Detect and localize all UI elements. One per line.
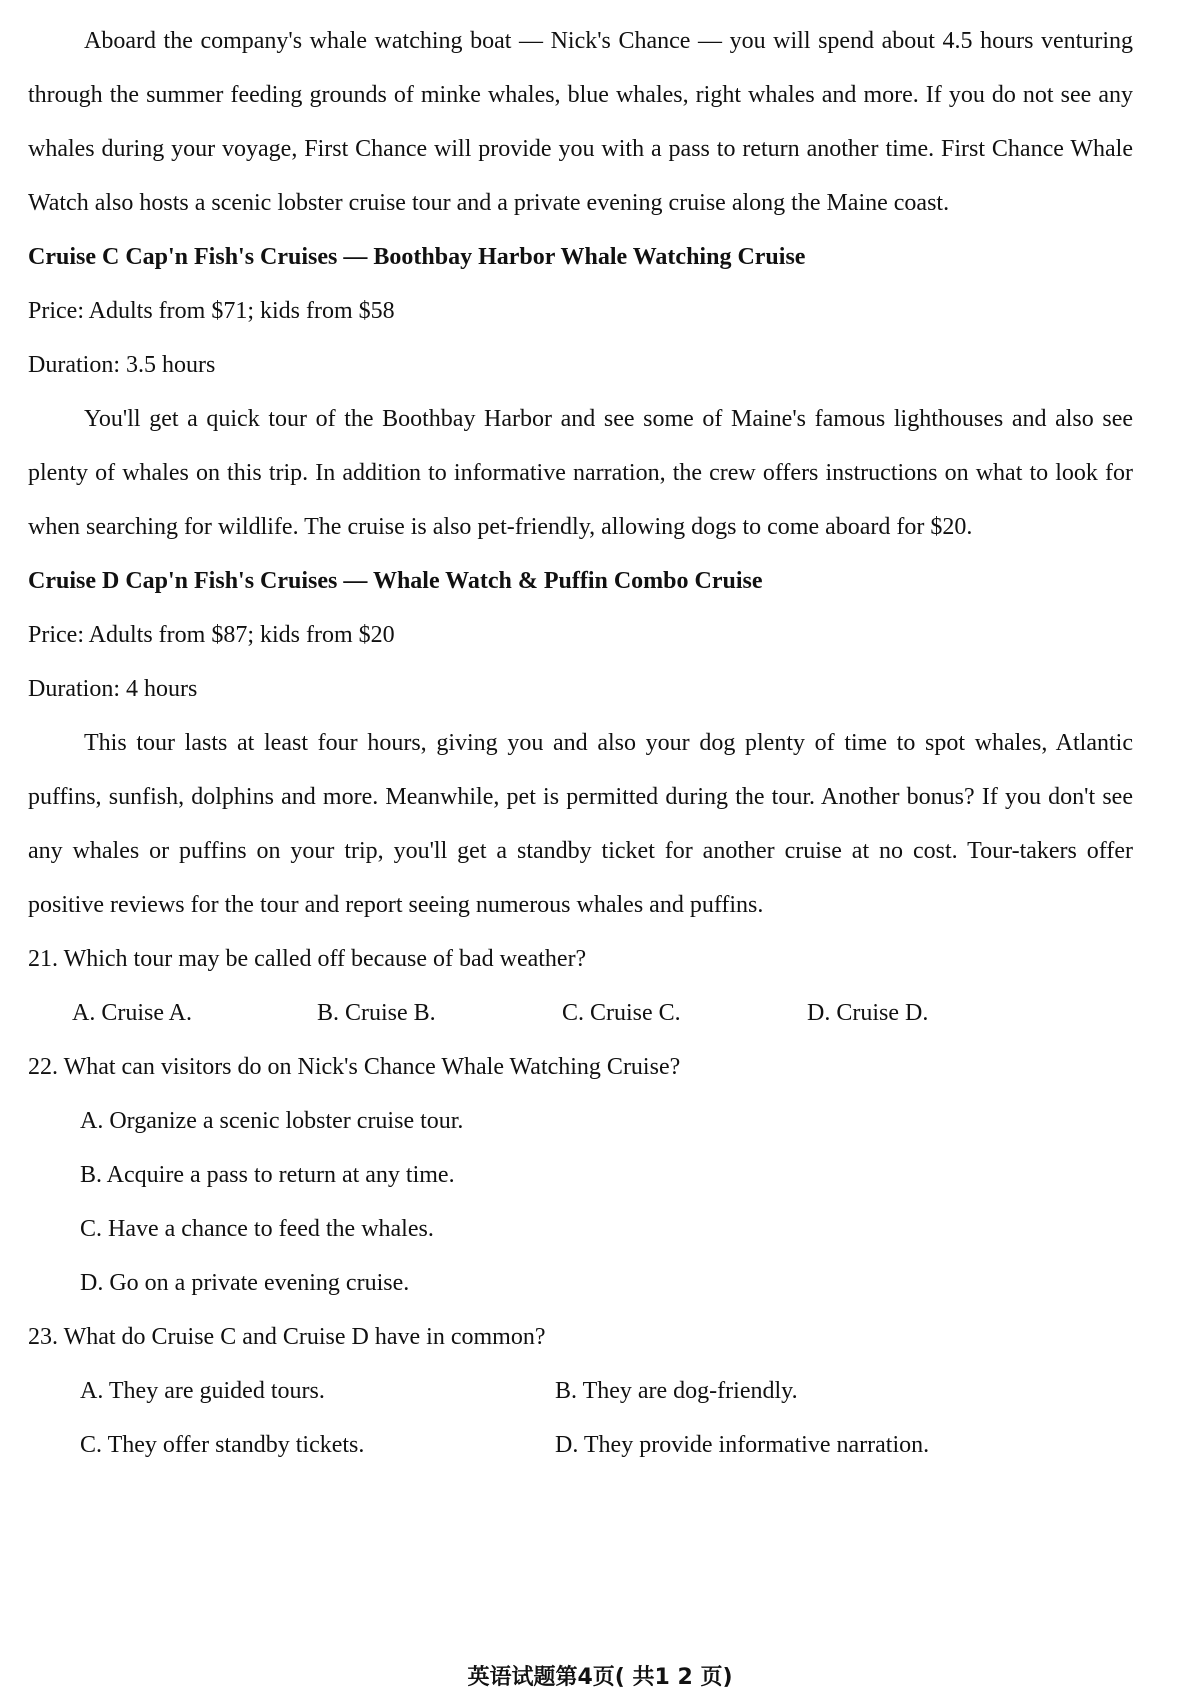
cruise-d-title: Cruise D Cap'n Fish's Cruises — Whale Watch & Puffin Combo Cruise <box>28 568 763 594</box>
option-a: A. They are guided tours. <box>80 1378 325 1404</box>
question-21-options <box>28 986 1133 1040</box>
exam-page <box>28 14 1133 1472</box>
option-b: B. Cruise B. <box>317 1000 436 1026</box>
question-23-options-row-1 <box>28 1364 1133 1418</box>
option-c: C. Cruise C. <box>562 1000 681 1026</box>
option-a: A. Organize a scenic lobster cruise tour. <box>80 1108 464 1134</box>
intro-paragraph: Aboard the company's whale watching boat — Nick's Chance — you will spend about 4.5 hours venturing through the summer feeding grounds of minke whales, blue whales, right whales and more. If you do not see any whales during your voyage, First Chance will provide you with a pass to return another time. First Chance Whale Watch also hosts a scenic lobster cruise tour and a private evening cruise along the Maine coast. <box>28 28 1133 216</box>
cruise-d-section <box>28 554 1133 932</box>
question-21 <box>28 932 1133 1040</box>
cruise-c-description: You'll get a quick tour of the Boothbay Harbor and see some of Maine's famous lighthouses and also see plenty of whales on this trip. In addition to informative narration, the crew offers instructions on what to look for when searching for wildlife. The cruise is also pet-friendly, allowing dogs to come aboard for $20. <box>28 406 1133 540</box>
page-footer: 英语试题第4页( 共1 2 页) <box>467 1665 733 1690</box>
option-c: C. They offer standby tickets. <box>80 1432 365 1458</box>
cruise-d-description: This tour lasts at least four hours, giving you and also your dog plenty of time to spot whales, Atlantic puffins, sunfish, dolphins and more. Meanwhile, pet is permitted during the tour. Another bonus? If you don't see any whales or puffins on your trip, you'll get a standby ticket for another cruise at no cost. Tour-takers offer positive reviews for the tour and report seeing numerous whales and puffins. <box>28 730 1133 918</box>
cruise-c-title: Cruise C Cap'n Fish's Cruises — Boothbay Harbor Whale Watching Cruise <box>28 244 806 270</box>
option-d: D. Go on a private evening cruise. <box>80 1270 410 1296</box>
cruise-d-price: Price: Adults from $87; kids from $20 <box>28 622 395 648</box>
option-b: B. Acquire a pass to return at any time. <box>80 1162 455 1188</box>
option-b: B. They are dog-friendly. <box>555 1378 798 1404</box>
question-23-stem: 23. What do Cruise C and Cruise D have in common? <box>28 1324 546 1350</box>
question-23 <box>28 1310 1133 1472</box>
question-22-stem: 22. What can visitors do on Nick's Chance Whale Watching Cruise? <box>28 1054 681 1080</box>
question-22 <box>28 1040 1133 1310</box>
option-a: A. Cruise A. <box>72 1000 192 1026</box>
question-23-options-row-2 <box>28 1418 1133 1472</box>
option-c: C. Have a chance to feed the whales. <box>80 1216 434 1242</box>
option-d: D. Cruise D. <box>807 1000 929 1026</box>
cruise-c-duration: Duration: 3.5 hours <box>28 352 216 378</box>
cruise-c-price: Price: Adults from $71; kids from $58 <box>28 298 395 324</box>
cruise-c-section <box>28 230 1133 554</box>
option-d: D. They provide informative narration. <box>555 1432 930 1458</box>
question-21-stem: 21. Which tour may be called off because of bad weather? <box>28 946 587 972</box>
cruise-d-duration: Duration: 4 hours <box>28 676 198 702</box>
